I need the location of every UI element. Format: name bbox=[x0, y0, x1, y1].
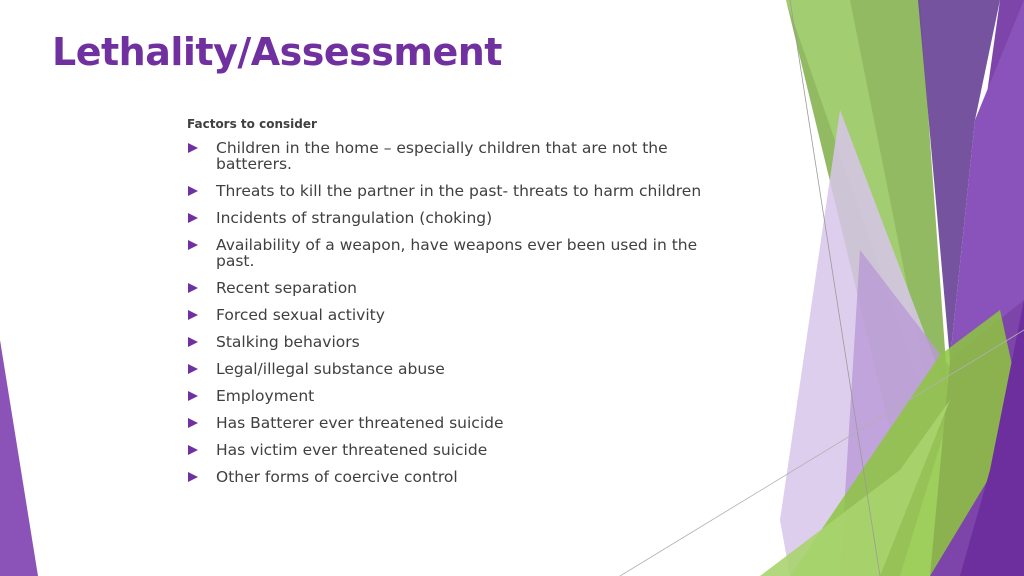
triangle-bullet-icon bbox=[188, 391, 198, 401]
triangle-bullet-icon bbox=[188, 310, 198, 320]
bullet-text: Forced sexual activity bbox=[216, 306, 385, 324]
bullet-item bbox=[187, 469, 717, 485]
bullet-text: Stalking behaviors bbox=[216, 333, 360, 351]
bullet-text: Has victim ever threatened suicide bbox=[216, 441, 488, 459]
bullet-item bbox=[187, 280, 717, 296]
bullet-text: Children in the home – especially children that are not the batterers. bbox=[216, 139, 668, 173]
triangle-bullet-icon bbox=[188, 283, 198, 293]
bullet-text: Employment bbox=[216, 387, 315, 405]
triangle-bullet-icon bbox=[188, 472, 198, 482]
triangle-bullet-icon bbox=[188, 240, 198, 250]
triangle-bullet-icon bbox=[188, 418, 198, 428]
bullet-text: Legal/illegal substance abuse bbox=[216, 360, 445, 378]
bullet-item bbox=[187, 361, 717, 377]
triangle-bullet-icon bbox=[188, 445, 198, 455]
bullet-item bbox=[187, 307, 717, 323]
triangle-bullet-icon bbox=[188, 143, 198, 153]
bullet-text: Recent separation bbox=[216, 279, 358, 297]
bullet-item bbox=[187, 237, 717, 269]
bullet-text: Has Batterer ever threatened suicide bbox=[216, 414, 504, 432]
bullet-item bbox=[187, 415, 717, 431]
triangle-bullet-icon bbox=[188, 213, 198, 223]
subheading: Factors to consider bbox=[187, 117, 317, 131]
bullet-item bbox=[187, 334, 717, 350]
bullet-text: Availability of a weapon, have weapons ever been used in the past. bbox=[216, 236, 698, 270]
bullet-text: Incidents of strangulation (choking) bbox=[216, 209, 493, 227]
bullet-text: Threats to kill the partner in the past- threats to harm children bbox=[216, 182, 702, 200]
triangle-bullet-icon bbox=[188, 337, 198, 347]
left-purple-shape bbox=[0, 340, 38, 576]
bullet-item bbox=[187, 183, 717, 199]
bullet-item bbox=[187, 388, 717, 404]
bullet-item bbox=[187, 442, 717, 458]
bullet-text: Other forms of coercive control bbox=[216, 468, 458, 486]
triangle-bullet-icon bbox=[188, 186, 198, 196]
triangle-bullet-icon bbox=[188, 364, 198, 374]
slide-title: Lethality/Assessment bbox=[52, 30, 502, 74]
bullet-item bbox=[187, 140, 717, 172]
bullet-list bbox=[187, 140, 717, 496]
bullet-item bbox=[187, 210, 717, 226]
